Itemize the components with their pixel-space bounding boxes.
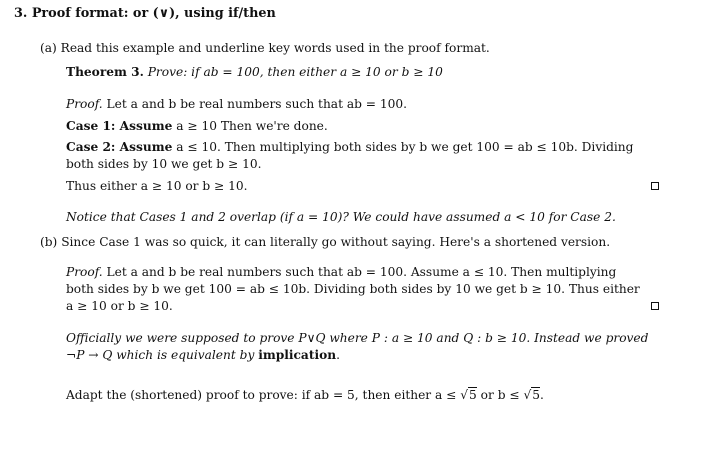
- theorem-label: Theorem 3.: [66, 65, 144, 79]
- case2-line-1: [66, 139, 633, 155]
- adapt-task-prefix: Adapt the (shortened) proof to prove: if ab = 5, then either a ≤: [66, 388, 457, 402]
- part-a-label: (a): [40, 41, 57, 55]
- part-a-instruction-line: [40, 40, 490, 56]
- proof-b-line-2: both sides by b we get 100 = ab ≤ 10b. Dividing both sides by 10 we get b ≥ 10. Thus either: [66, 282, 640, 296]
- proof-b-line-1: [66, 264, 616, 280]
- officially-line-2: [66, 347, 340, 363]
- case2-line-2: both sides by 10 we get b ≥ 10.: [66, 157, 262, 171]
- adapt-task-end: .: [540, 388, 544, 402]
- part-b-label: (b): [40, 235, 58, 249]
- part-b-instruction-line: [40, 234, 610, 250]
- theorem-statement: Prove: if ab = 100, then either a ≥ 10 or b ≥ 10: [147, 65, 443, 79]
- sqrt-arg-b: 5: [532, 388, 541, 402]
- proof-b-text-1: Let a and b be real numbers such that ab = 100. Assume a ≤ 10. Then multiplying: [106, 265, 617, 279]
- sqrt-symbol-a: √: [460, 388, 469, 402]
- notice-remark: Notice that Cases 1 and 2 overlap (if a = 10)? We could have assumed a < 10 for Case 2.: [66, 210, 616, 224]
- sqrt-arg-a: 5: [469, 388, 477, 402]
- case1-label: Case 1: Assume: [66, 119, 173, 133]
- proof-a-intro-line: [66, 96, 407, 112]
- officially-line-2-text: ¬P → Q which is equivalent by: [66, 348, 255, 362]
- proof-b-line-3: a ≥ 10 or b ≥ 10.: [66, 299, 173, 313]
- case1-line: [66, 118, 328, 134]
- sqrt-five-a: [460, 387, 477, 403]
- adapt-task-mid: or b ≤: [480, 388, 520, 402]
- implication-term: implication: [258, 348, 337, 362]
- qed-square-icon: [651, 302, 659, 310]
- proof-b-label: Proof.: [66, 265, 103, 279]
- case2-text-1: a ≤ 10. Then multiplying both sides by b we get 100 = ab ≤ 10b. Dividing: [176, 140, 634, 154]
- officially-line-2-end: .: [336, 348, 340, 362]
- officially-line-1: Officially we were supposed to prove P∨Q where P : a ≥ 10 and Q : b ≥ 10. Instead we proved: [66, 331, 649, 345]
- part-b-instruction: Since Case 1 was so quick, it can literally go without saying. Here's a shortened version.: [61, 235, 611, 249]
- proof-a-label: Proof.: [66, 97, 103, 111]
- qed-square-icon: [651, 182, 659, 190]
- sqrt-symbol-b: √: [523, 388, 532, 402]
- problem-heading: 3. Proof format: or (∨), using if/then: [14, 6, 276, 21]
- proof-a-intro: Let a and b be real numbers such that ab = 100.: [106, 97, 408, 111]
- adapt-task-line: [66, 387, 544, 403]
- theorem-line: [66, 64, 443, 80]
- proof-a-conclusion: Thus either a ≥ 10 or b ≥ 10.: [66, 179, 248, 193]
- sqrt-five-b: [523, 387, 540, 403]
- part-a-instruction: Read this example and underline key words used in the proof format.: [60, 41, 490, 55]
- case2-label: Case 2: Assume: [66, 140, 173, 154]
- case1-text: a ≥ 10 Then we're done.: [176, 119, 328, 133]
